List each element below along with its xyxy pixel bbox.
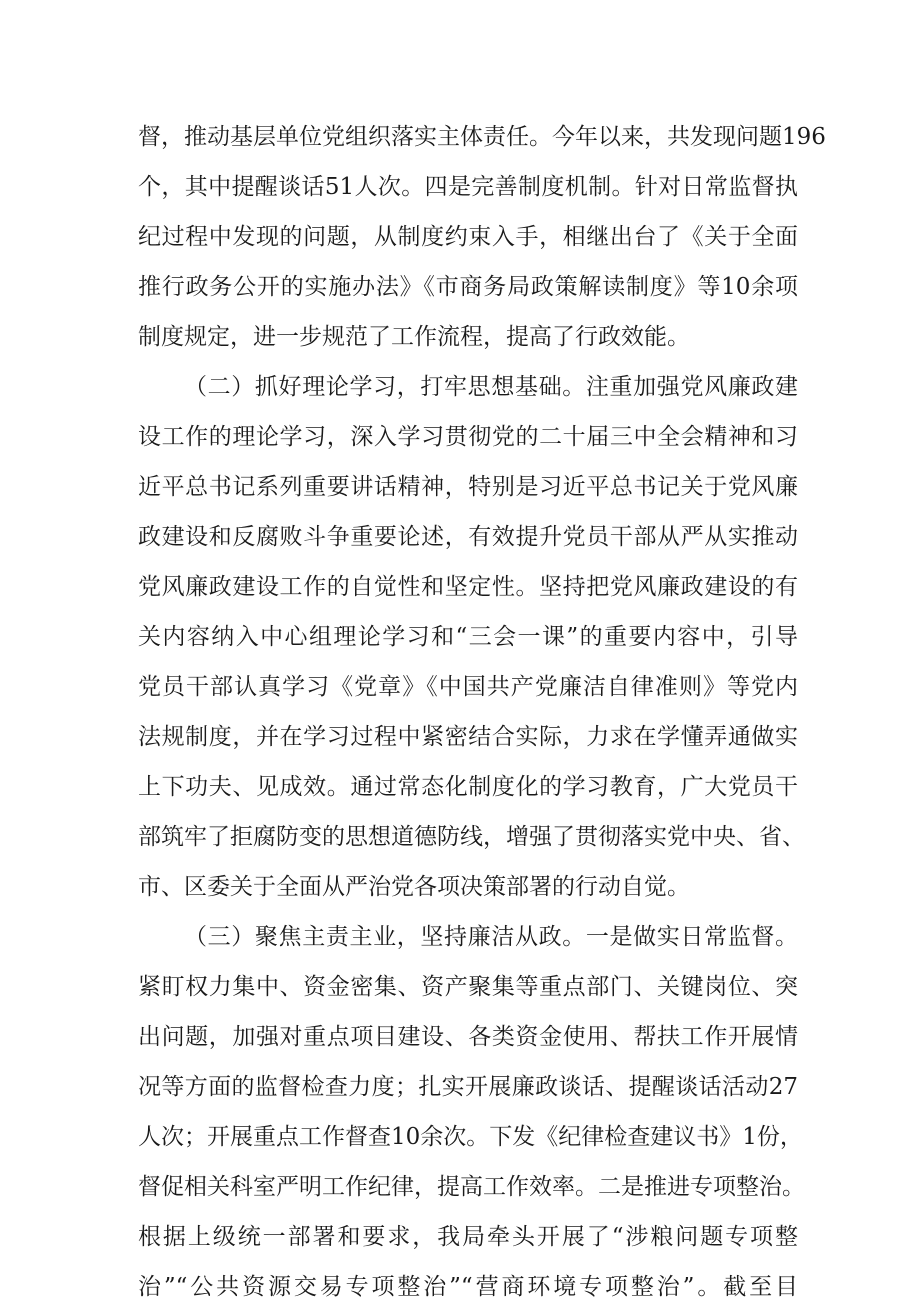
text-line: 纪过程中发现的问题，从制度约束入手，相继出台了《关于全面	[138, 224, 798, 250]
text-line: 个，其中提醒谈话51人次。四是完善制度机制。针对日常监督执	[138, 174, 798, 200]
text-line: 出问题，加强对重点项目建设、各类资金使用、帮扶工作开展情	[138, 1024, 798, 1050]
text-line: 政建设和反腐败斗争重要论述，有效提升党员干部从严从实推动	[138, 524, 798, 550]
text-line: 近平总书记系列重要讲话精神，特别是习近平总书记关于党风廉	[138, 474, 798, 500]
text-line: 根据上级统一部署和要求，我局牵头开展了“涉粮问题专项整	[138, 1224, 798, 1250]
text-line: 法规制度，并在学习过程中紧密结合实际，力求在学懂弄通做实	[138, 724, 798, 750]
text-line: 推行政务公开的实施办法》《市商务局政策解读制度》等10余项	[138, 274, 798, 300]
text-line: 督，推动基层单位党组织落实主体责任。今年以来，共发现问题196	[138, 124, 826, 150]
text-line: 市、区委关于全面从严治党各项决策部署的行动自觉。	[138, 874, 690, 900]
text-line: 部筑牢了拒腐防变的思想道德防线，增强了贯彻落实党中央、省、	[138, 824, 805, 850]
text-line: 况等方面的监督检查力度；扎实开展廉政谈话、提醒谈话活动27	[138, 1074, 798, 1100]
paragraph-heading-line: （二）抓好理论学习，打牢思想基础。注重加强党风廉政建	[184, 374, 798, 400]
text-line: 紧盯权力集中、资金密集、资产聚集等重点部门、关键岗位、突	[138, 974, 798, 1000]
text-line: 设工作的理论学习，深入学习贯彻党的二十届三中全会精神和习	[138, 424, 798, 450]
text-line: 人次；开展重点工作督查10余次。下发《纪律检查建议书》1份，	[138, 1124, 803, 1150]
text-line: 党风廉政建设工作的自觉性和坚定性。坚持把党风廉政建设的有	[138, 574, 798, 600]
text-line: 治”“公共资源交易专项整治”“营商环境专项整治”。截至目	[138, 1274, 798, 1300]
text-line: 制度规定，进一步规范了工作流程，提高了行政效能。	[138, 324, 690, 350]
text-line: 党员干部认真学习《党章》《中国共产党廉洁自律准则》等党内	[138, 674, 798, 700]
text-line: 关内容纳入中心组理论学习和“三会一课”的重要内容中，引导	[138, 624, 798, 650]
paragraph-heading-line: （三）聚焦主责主业，坚持廉洁从政。一是做实日常监督。	[184, 924, 798, 950]
document-body	[138, 112, 826, 1312]
text-line: 上下功夫、见成效。通过常态化制度化的学习教育，广大党员干	[138, 774, 798, 800]
text-line: 督促相关科室严明工作纪律，提高工作效率。二是推进专项整治。	[138, 1174, 805, 1200]
